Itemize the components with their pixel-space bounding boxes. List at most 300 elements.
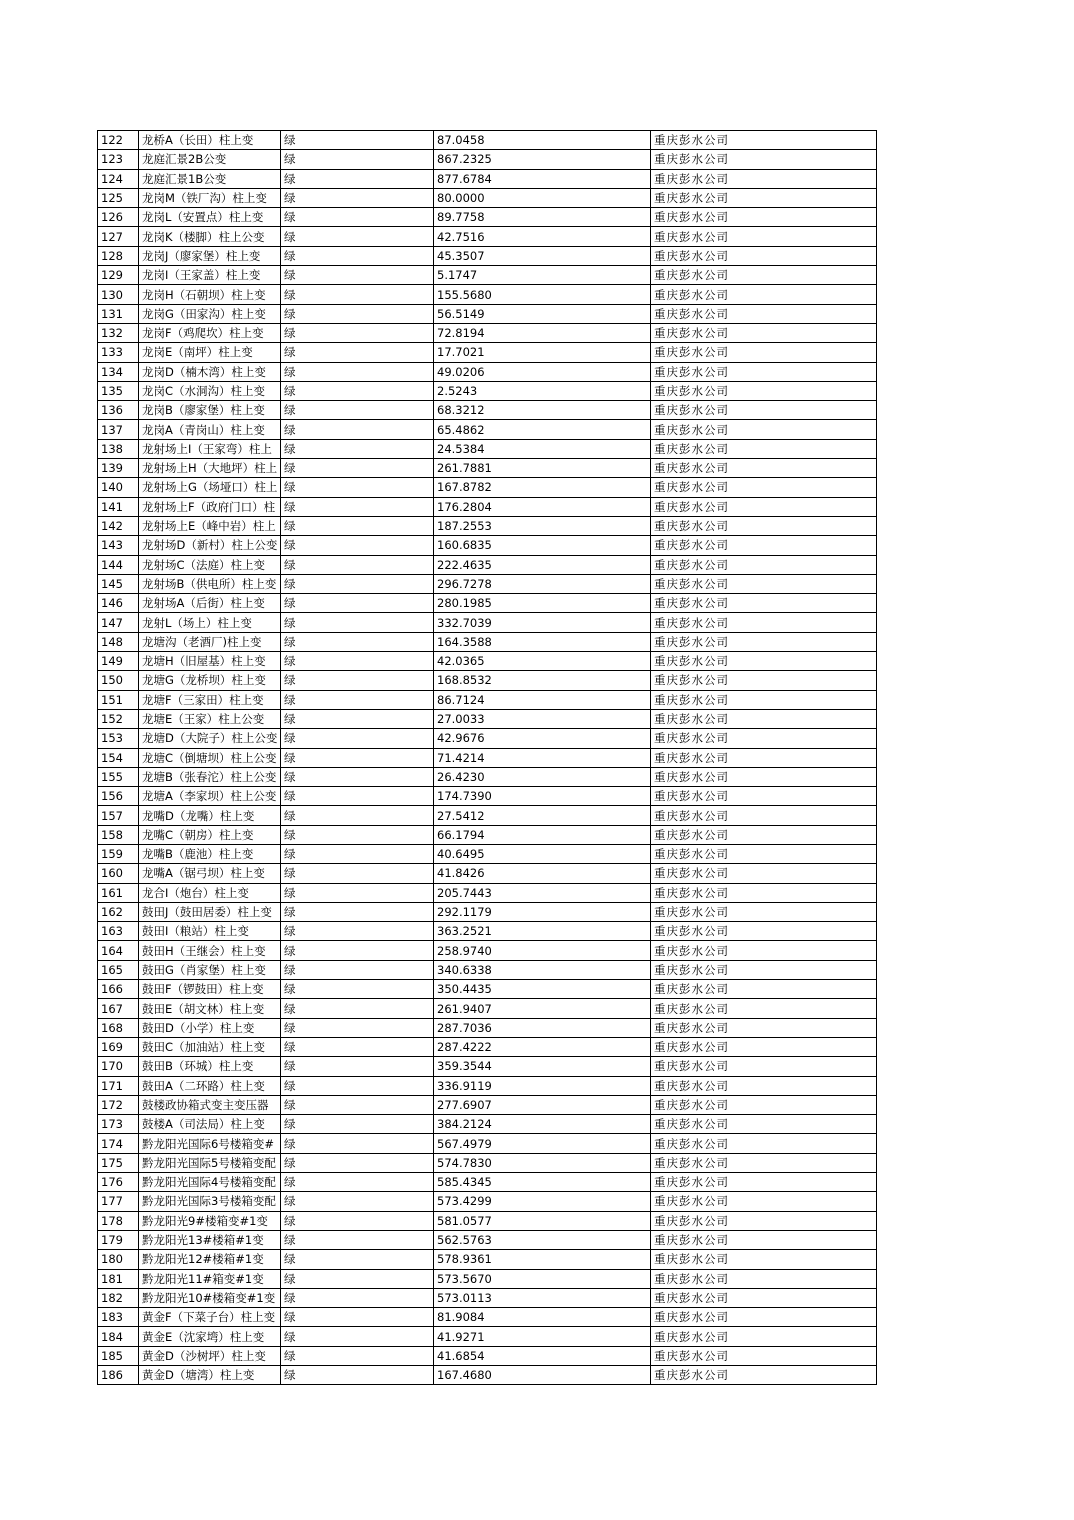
- status-color-cell: 绿: [281, 188, 434, 207]
- row-number-cell: 169: [98, 1037, 139, 1056]
- device-name-cell: 龙塘沟（老酒厂)柱上变: [139, 632, 281, 651]
- value-cell: 578.9361: [434, 1250, 651, 1269]
- device-name-cell: 黔龙阳光12#楼箱#1变: [139, 1250, 281, 1269]
- value-cell: 174.7390: [434, 787, 651, 806]
- value-cell: 363.2521: [434, 922, 651, 941]
- value-cell: 72.8194: [434, 323, 651, 342]
- company-cell: 重庆彭水公司: [651, 1192, 877, 1211]
- device-name-cell: 黔龙阳光国际6号楼箱变#: [139, 1134, 281, 1153]
- value-cell: 877.6784: [434, 169, 651, 188]
- value-cell: 867.2325: [434, 150, 651, 169]
- device-name-cell: 龙塘C（倒塘坝）柱上公变: [139, 748, 281, 767]
- status-color-cell: 绿: [281, 1115, 434, 1134]
- company-cell: 重庆彭水公司: [651, 439, 877, 458]
- company-cell: 重庆彭水公司: [651, 1269, 877, 1288]
- value-cell: 24.5384: [434, 439, 651, 458]
- value-cell: 27.0033: [434, 709, 651, 728]
- table-row: [98, 941, 877, 960]
- status-color-cell: 绿: [281, 227, 434, 246]
- table-row: [98, 1173, 877, 1192]
- company-cell: 重庆彭水公司: [651, 1211, 877, 1230]
- table-body: [98, 131, 877, 1385]
- status-color-cell: 绿: [281, 999, 434, 1018]
- value-cell: 81.9084: [434, 1308, 651, 1327]
- company-cell: 重庆彭水公司: [651, 208, 877, 227]
- status-color-cell: 绿: [281, 516, 434, 535]
- company-cell: 重庆彭水公司: [651, 227, 877, 246]
- row-number-cell: 171: [98, 1076, 139, 1095]
- device-name-cell: 龙岗G（田家沟）柱上变: [139, 304, 281, 323]
- company-cell: 重庆彭水公司: [651, 960, 877, 979]
- table-row: [98, 787, 877, 806]
- status-color-cell: 绿: [281, 709, 434, 728]
- value-cell: 160.6835: [434, 536, 651, 555]
- row-number-cell: 178: [98, 1211, 139, 1230]
- company-cell: 重庆彭水公司: [651, 767, 877, 786]
- value-cell: 573.4299: [434, 1192, 651, 1211]
- status-color-cell: 绿: [281, 401, 434, 420]
- status-color-cell: 绿: [281, 459, 434, 478]
- row-number-cell: 123: [98, 150, 139, 169]
- value-cell: 359.3544: [434, 1057, 651, 1076]
- value-cell: 41.9271: [434, 1327, 651, 1346]
- device-name-cell: 龙射场A（后街）柱上变: [139, 594, 281, 613]
- value-cell: 332.7039: [434, 613, 651, 632]
- row-number-cell: 153: [98, 729, 139, 748]
- device-name-cell: 龙射L（场上）柱上变: [139, 613, 281, 632]
- company-cell: 重庆彭水公司: [651, 825, 877, 844]
- value-cell: 258.9740: [434, 941, 651, 960]
- status-color-cell: 绿: [281, 169, 434, 188]
- company-cell: 重庆彭水公司: [651, 883, 877, 902]
- value-cell: 567.4979: [434, 1134, 651, 1153]
- device-name-cell: 龙射场上I（王家弯）柱上: [139, 439, 281, 458]
- device-name-cell: 龙塘B（张春沱）柱上公变: [139, 767, 281, 786]
- company-cell: 重庆彭水公司: [651, 1230, 877, 1249]
- table-row: [98, 1230, 877, 1249]
- company-cell: 重庆彭水公司: [651, 1134, 877, 1153]
- status-color-cell: 绿: [281, 1230, 434, 1249]
- status-color-cell: 绿: [281, 208, 434, 227]
- table-row: [98, 960, 877, 979]
- table-row: [98, 227, 877, 246]
- device-name-cell: 龙塘E（王家）柱上公变: [139, 709, 281, 728]
- device-name-cell: 龙岗D（楠木湾）柱上变: [139, 362, 281, 381]
- company-cell: 重庆彭水公司: [651, 150, 877, 169]
- status-color-cell: 绿: [281, 825, 434, 844]
- row-number-cell: 138: [98, 439, 139, 458]
- company-cell: 重庆彭水公司: [651, 343, 877, 362]
- value-cell: 573.5670: [434, 1269, 651, 1288]
- row-number-cell: 156: [98, 787, 139, 806]
- table-row: [98, 652, 877, 671]
- device-name-cell: 龙射场上E（峰中岩）柱上: [139, 516, 281, 535]
- company-cell: 重庆彭水公司: [651, 381, 877, 400]
- table-row: [98, 806, 877, 825]
- table-row: [98, 208, 877, 227]
- value-cell: 71.4214: [434, 748, 651, 767]
- row-number-cell: 133: [98, 343, 139, 362]
- device-name-cell: 龙嘴B（鹿池）柱上变: [139, 844, 281, 863]
- device-name-cell: 龙塘D（大院子）柱上公变: [139, 729, 281, 748]
- value-cell: 164.3588: [434, 632, 651, 651]
- table-row: [98, 1250, 877, 1269]
- value-cell: 41.8426: [434, 864, 651, 883]
- row-number-cell: 157: [98, 806, 139, 825]
- table-row: [98, 1018, 877, 1037]
- company-cell: 重庆彭水公司: [651, 690, 877, 709]
- table-row: [98, 902, 877, 921]
- value-cell: 89.7758: [434, 208, 651, 227]
- device-name-cell: 黄金D（沙树坪）柱上变: [139, 1346, 281, 1365]
- row-number-cell: 174: [98, 1134, 139, 1153]
- table-row: [98, 1192, 877, 1211]
- row-number-cell: 179: [98, 1230, 139, 1249]
- row-number-cell: 176: [98, 1173, 139, 1192]
- value-cell: 296.7278: [434, 574, 651, 593]
- company-cell: 重庆彭水公司: [651, 980, 877, 999]
- status-color-cell: 绿: [281, 787, 434, 806]
- row-number-cell: 124: [98, 169, 139, 188]
- value-cell: 187.2553: [434, 516, 651, 535]
- status-color-cell: 绿: [281, 497, 434, 516]
- value-cell: 168.8532: [434, 671, 651, 690]
- company-cell: 重庆彭水公司: [651, 1288, 877, 1307]
- company-cell: 重庆彭水公司: [651, 401, 877, 420]
- status-color-cell: 绿: [281, 1327, 434, 1346]
- table-row: [98, 922, 877, 941]
- device-name-cell: 龙塘F（三家田）柱上变: [139, 690, 281, 709]
- status-color-cell: 绿: [281, 767, 434, 786]
- value-cell: 56.5149: [434, 304, 651, 323]
- company-cell: 重庆彭水公司: [651, 729, 877, 748]
- row-number-cell: 162: [98, 902, 139, 921]
- row-number-cell: 135: [98, 381, 139, 400]
- value-cell: 167.4680: [434, 1366, 651, 1385]
- company-cell: 重庆彭水公司: [651, 478, 877, 497]
- data-table: [97, 130, 877, 1385]
- row-number-cell: 175: [98, 1153, 139, 1172]
- row-number-cell: 182: [98, 1288, 139, 1307]
- device-name-cell: 龙岗L（安置点）柱上变: [139, 208, 281, 227]
- company-cell: 重庆彭水公司: [651, 864, 877, 883]
- device-name-cell: 龙射场上G（场垭口）柱上: [139, 478, 281, 497]
- row-number-cell: 152: [98, 709, 139, 728]
- status-color-cell: 绿: [281, 304, 434, 323]
- status-color-cell: 绿: [281, 1037, 434, 1056]
- status-color-cell: 绿: [281, 574, 434, 593]
- row-number-cell: 129: [98, 266, 139, 285]
- status-color-cell: 绿: [281, 671, 434, 690]
- company-cell: 重庆彭水公司: [651, 516, 877, 535]
- row-number-cell: 125: [98, 188, 139, 207]
- table-row: [98, 1076, 877, 1095]
- status-color-cell: 绿: [281, 922, 434, 941]
- company-cell: 重庆彭水公司: [651, 304, 877, 323]
- table-row: [98, 150, 877, 169]
- table-row: [98, 439, 877, 458]
- status-color-cell: 绿: [281, 613, 434, 632]
- company-cell: 重庆彭水公司: [651, 999, 877, 1018]
- row-number-cell: 159: [98, 844, 139, 863]
- company-cell: 重庆彭水公司: [651, 188, 877, 207]
- company-cell: 重庆彭水公司: [651, 613, 877, 632]
- device-name-cell: 龙岗F（鸡爬坎）柱上变: [139, 323, 281, 342]
- table-row: [98, 323, 877, 342]
- row-number-cell: 184: [98, 1327, 139, 1346]
- device-name-cell: 鼓田B（环城）柱上变: [139, 1057, 281, 1076]
- company-cell: 重庆彭水公司: [651, 420, 877, 439]
- table-row: [98, 729, 877, 748]
- table-row: [98, 1327, 877, 1346]
- status-color-cell: 绿: [281, 1173, 434, 1192]
- status-color-cell: 绿: [281, 323, 434, 342]
- status-color-cell: 绿: [281, 1134, 434, 1153]
- table-row: [98, 709, 877, 728]
- value-cell: 26.4230: [434, 767, 651, 786]
- status-color-cell: 绿: [281, 246, 434, 265]
- device-name-cell: 鼓田F（锣鼓田）柱上变: [139, 980, 281, 999]
- value-cell: 167.8782: [434, 478, 651, 497]
- row-number-cell: 142: [98, 516, 139, 535]
- table-row: [98, 497, 877, 516]
- company-cell: 重庆彭水公司: [651, 497, 877, 516]
- status-color-cell: 绿: [281, 883, 434, 902]
- company-cell: 重庆彭水公司: [651, 1018, 877, 1037]
- device-name-cell: 龙射场C（法庭）柱上变: [139, 555, 281, 574]
- status-color-cell: 绿: [281, 864, 434, 883]
- table-row: [98, 767, 877, 786]
- table-row: [98, 188, 877, 207]
- device-name-cell: 鼓田I（粮站）柱上变: [139, 922, 281, 941]
- value-cell: 176.2804: [434, 497, 651, 516]
- status-color-cell: 绿: [281, 1095, 434, 1114]
- device-name-cell: 龙岗C（水洞沟）柱上变: [139, 381, 281, 400]
- company-cell: 重庆彭水公司: [651, 748, 877, 767]
- company-cell: 重庆彭水公司: [651, 1173, 877, 1192]
- status-color-cell: 绿: [281, 131, 434, 150]
- value-cell: 86.7124: [434, 690, 651, 709]
- row-number-cell: 149: [98, 652, 139, 671]
- table-row: [98, 478, 877, 497]
- status-color-cell: 绿: [281, 729, 434, 748]
- company-cell: 重庆彭水公司: [651, 285, 877, 304]
- row-number-cell: 136: [98, 401, 139, 420]
- table-row: [98, 748, 877, 767]
- status-color-cell: 绿: [281, 381, 434, 400]
- value-cell: 277.6907: [434, 1095, 651, 1114]
- table-row: [98, 999, 877, 1018]
- device-name-cell: 龙岗B（廖家堡）柱上变: [139, 401, 281, 420]
- table-row: [98, 285, 877, 304]
- company-cell: 重庆彭水公司: [651, 844, 877, 863]
- company-cell: 重庆彭水公司: [651, 922, 877, 941]
- table-row: [98, 1308, 877, 1327]
- value-cell: 66.1794: [434, 825, 651, 844]
- device-name-cell: 龙射场D（新村）柱上公变: [139, 536, 281, 555]
- value-cell: 42.7516: [434, 227, 651, 246]
- status-color-cell: 绿: [281, 1288, 434, 1307]
- row-number-cell: 145: [98, 574, 139, 593]
- status-color-cell: 绿: [281, 1018, 434, 1037]
- status-color-cell: 绿: [281, 1346, 434, 1365]
- value-cell: 261.7881: [434, 459, 651, 478]
- row-number-cell: 166: [98, 980, 139, 999]
- value-cell: 574.7830: [434, 1153, 651, 1172]
- device-name-cell: 黔龙阳光10#楼箱变#1变: [139, 1288, 281, 1307]
- company-cell: 重庆彭水公司: [651, 1037, 877, 1056]
- status-color-cell: 绿: [281, 1366, 434, 1385]
- table-row: [98, 343, 877, 362]
- device-name-cell: 龙庭汇景2B公变: [139, 150, 281, 169]
- device-name-cell: 鼓楼政协箱式变主变压器: [139, 1095, 281, 1114]
- table-row: [98, 1115, 877, 1134]
- status-color-cell: 绿: [281, 536, 434, 555]
- company-cell: 重庆彭水公司: [651, 246, 877, 265]
- value-cell: 27.5412: [434, 806, 651, 825]
- device-name-cell: 鼓田J（鼓田居委）柱上变: [139, 902, 281, 921]
- table-row: [98, 613, 877, 632]
- value-cell: 205.7443: [434, 883, 651, 902]
- row-number-cell: 186: [98, 1366, 139, 1385]
- status-color-cell: 绿: [281, 439, 434, 458]
- table-row: [98, 844, 877, 863]
- device-name-cell: 黔龙阳光国际4号楼箱变配: [139, 1173, 281, 1192]
- status-color-cell: 绿: [281, 478, 434, 497]
- company-cell: 重庆彭水公司: [651, 536, 877, 555]
- row-number-cell: 183: [98, 1308, 139, 1327]
- row-number-cell: 185: [98, 1346, 139, 1365]
- device-name-cell: 黔龙阳光9#楼箱变#1变: [139, 1211, 281, 1230]
- row-number-cell: 137: [98, 420, 139, 439]
- device-name-cell: 鼓楼A（司法局）柱上变: [139, 1115, 281, 1134]
- row-number-cell: 151: [98, 690, 139, 709]
- device-name-cell: 龙射场上H（大地坪）柱上: [139, 459, 281, 478]
- device-name-cell: 龙庭汇景1B公变: [139, 169, 281, 188]
- table-row: [98, 1346, 877, 1365]
- company-cell: 重庆彭水公司: [651, 1366, 877, 1385]
- value-cell: 87.0458: [434, 131, 651, 150]
- status-color-cell: 绿: [281, 1211, 434, 1230]
- company-cell: 重庆彭水公司: [651, 594, 877, 613]
- device-name-cell: 黔龙阳光国际5号楼箱变配: [139, 1153, 281, 1172]
- table-row: [98, 883, 877, 902]
- row-number-cell: 163: [98, 922, 139, 941]
- device-name-cell: 龙嘴C（朝房）柱上变: [139, 825, 281, 844]
- company-cell: 重庆彭水公司: [651, 169, 877, 188]
- table-row: [98, 169, 877, 188]
- status-color-cell: 绿: [281, 844, 434, 863]
- company-cell: 重庆彭水公司: [651, 1057, 877, 1076]
- table-row: [98, 516, 877, 535]
- row-number-cell: 132: [98, 323, 139, 342]
- status-color-cell: 绿: [281, 632, 434, 651]
- value-cell: 68.3212: [434, 401, 651, 420]
- value-cell: 222.4635: [434, 555, 651, 574]
- device-name-cell: 龙塘A（李家坝）柱上公变: [139, 787, 281, 806]
- row-number-cell: 155: [98, 767, 139, 786]
- table-row: [98, 459, 877, 478]
- device-name-cell: 鼓田H（王继会）柱上变: [139, 941, 281, 960]
- company-cell: 重庆彭水公司: [651, 1250, 877, 1269]
- status-color-cell: 绿: [281, 652, 434, 671]
- device-name-cell: 鼓田E（胡文林）柱上变: [139, 999, 281, 1018]
- table-row: [98, 864, 877, 883]
- row-number-cell: 148: [98, 632, 139, 651]
- device-name-cell: 龙岗J（廖家堡）柱上变: [139, 246, 281, 265]
- value-cell: 573.0113: [434, 1288, 651, 1307]
- value-cell: 261.9407: [434, 999, 651, 1018]
- device-name-cell: 鼓田D（小学）柱上变: [139, 1018, 281, 1037]
- company-cell: 重庆彭水公司: [651, 1308, 877, 1327]
- device-name-cell: 龙合I（炮台）柱上变: [139, 883, 281, 902]
- company-cell: 重庆彭水公司: [651, 632, 877, 651]
- table-row: [98, 266, 877, 285]
- status-color-cell: 绿: [281, 266, 434, 285]
- table-row: [98, 381, 877, 400]
- status-color-cell: 绿: [281, 902, 434, 921]
- status-color-cell: 绿: [281, 941, 434, 960]
- table-row: [98, 555, 877, 574]
- value-cell: 350.4435: [434, 980, 651, 999]
- device-name-cell: 龙岗M（铁厂沟）柱上变: [139, 188, 281, 207]
- row-number-cell: 181: [98, 1269, 139, 1288]
- device-name-cell: 龙射场上F（政府门口）柱: [139, 497, 281, 516]
- row-number-cell: 122: [98, 131, 139, 150]
- row-number-cell: 167: [98, 999, 139, 1018]
- value-cell: 65.4862: [434, 420, 651, 439]
- status-color-cell: 绿: [281, 1153, 434, 1172]
- company-cell: 重庆彭水公司: [651, 131, 877, 150]
- company-cell: 重庆彭水公司: [651, 671, 877, 690]
- row-number-cell: 127: [98, 227, 139, 246]
- value-cell: 45.3507: [434, 246, 651, 265]
- company-cell: 重庆彭水公司: [651, 787, 877, 806]
- device-name-cell: 鼓田C（加油站）柱上变: [139, 1037, 281, 1056]
- device-name-cell: 黄金E（沈家塆）柱上变: [139, 1327, 281, 1346]
- company-cell: 重庆彭水公司: [651, 902, 877, 921]
- company-cell: 重庆彭水公司: [651, 266, 877, 285]
- status-color-cell: 绿: [281, 555, 434, 574]
- device-name-cell: 龙射场B（供电所）柱上变: [139, 574, 281, 593]
- table-row: [98, 690, 877, 709]
- value-cell: 384.2124: [434, 1115, 651, 1134]
- value-cell: 287.4222: [434, 1037, 651, 1056]
- company-cell: 重庆彭水公司: [651, 362, 877, 381]
- device-name-cell: 鼓田A（二环路）柱上变: [139, 1076, 281, 1095]
- status-color-cell: 绿: [281, 150, 434, 169]
- table-row: [98, 246, 877, 265]
- company-cell: 重庆彭水公司: [651, 1115, 877, 1134]
- table-row: [98, 1288, 877, 1307]
- value-cell: 336.9119: [434, 1076, 651, 1095]
- value-cell: 40.6495: [434, 844, 651, 863]
- company-cell: 重庆彭水公司: [651, 323, 877, 342]
- row-number-cell: 128: [98, 246, 139, 265]
- row-number-cell: 160: [98, 864, 139, 883]
- value-cell: 280.1985: [434, 594, 651, 613]
- device-name-cell: 黄金F（下菜子台）柱上变: [139, 1308, 281, 1327]
- device-name-cell: 龙桥A（长田）柱上变: [139, 131, 281, 150]
- status-color-cell: 绿: [281, 690, 434, 709]
- row-number-cell: 144: [98, 555, 139, 574]
- status-color-cell: 绿: [281, 1057, 434, 1076]
- value-cell: 155.5680: [434, 285, 651, 304]
- value-cell: 41.6854: [434, 1346, 651, 1365]
- device-name-cell: 鼓田G（肖家堡）柱上变: [139, 960, 281, 979]
- company-cell: 重庆彭水公司: [651, 574, 877, 593]
- value-cell: 287.7036: [434, 1018, 651, 1037]
